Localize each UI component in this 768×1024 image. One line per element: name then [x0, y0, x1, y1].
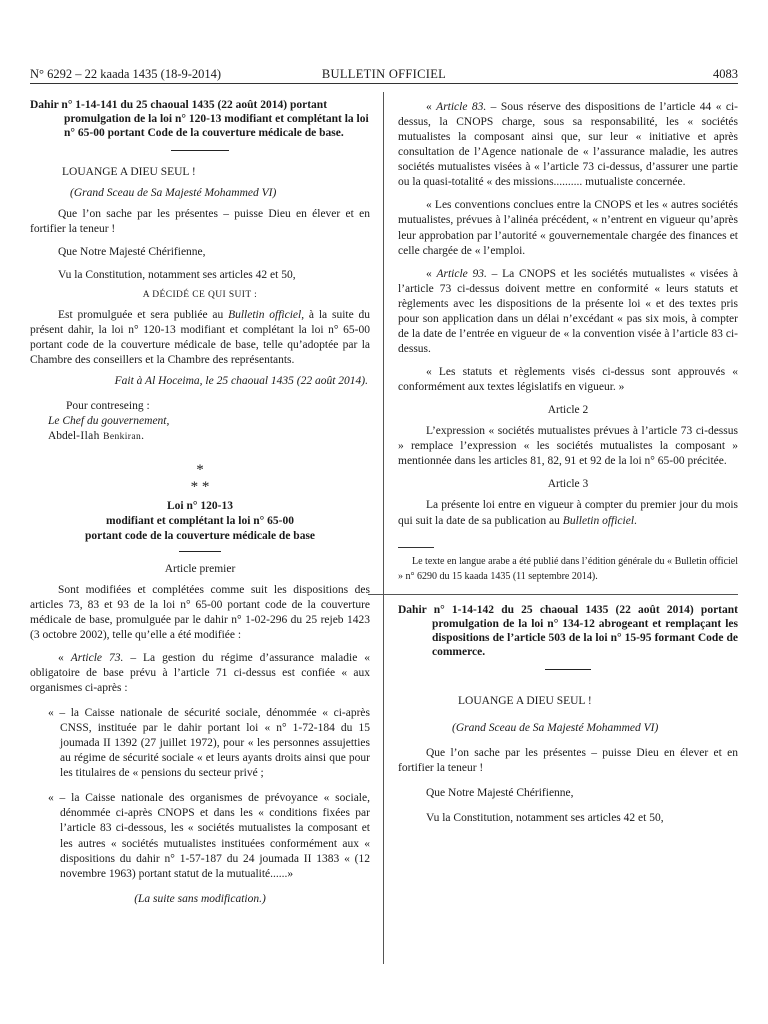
a-decide: A DÉCIDÉ CE QUI SUIT : [142, 290, 258, 301]
grand-sceau-2: (Grand Sceau de Sa Majesté Mohammed VI) [452, 721, 659, 734]
star-ornament-bottom: * * [190, 478, 210, 495]
statuts-text: « Les statuts et règlements visés ci-dessus sont approuvés « conformément aux textes législatifs en vigueur. » [398, 366, 738, 394]
que-notre-majeste: Que Notre Majesté Chérifienne, [58, 246, 206, 259]
right-column [398, 100, 738, 826]
arabic-edition-note: Le texte en langue arabe a été publié dans l’édition générale du « Bulletin officiel » n° 6290 du 15 kaada 1435 (11 septembre 2014). [398, 555, 738, 582]
chef-du-gouvernement: Le Chef du gouvernement, [48, 415, 170, 428]
sont-modifiees: Sont modifiées et complétées comme suit les dispositions des articles 73, 83 et 93 de la loi n° 65-00 portant code de la couverture médicale de base, promulguée par le dahir n° 1-02-296 du 25 rejeb 1423 (3 octobre 2002), telle qu’elle a été modifiée : [30, 583, 370, 641]
cnss-item: « – la Caisse nationale de sécurité sociale, dénommée « ci-après CNSS, instituée par le dahir portant loi « n° 1-72-184 du 15 joumada II 1392 (27 juillet 1972), pour « les personnes assujetties au régime de sécurité sociale « et leurs ayants droits ainsi que pour les titulaires de « pensions du secteur privé ; [48, 707, 370, 780]
star-ornament-top: * [196, 462, 204, 479]
article-2-text: L’expression « sociétés mutualistes prévues à l’article 73 ci-dessus » remplace l’expression « les sociétés mutualistes la composant » mentionnée dans les articles 81, 82, 91 et 92 de la loi n° 65-00 précitée. [398, 425, 738, 468]
article-3-text: La présente loi entre en vigueur à compter du premier jour du mois qui suit la date de sa publication au Bulletin officiel. [398, 499, 738, 527]
left-column [30, 98, 370, 907]
dahir-2-title: Dahir n° 1-14-142 du 25 chaoual 1435 (22 août 2014) portant promulgation de la loi n° 134-12 abrogeant et remplaçant les dispositions de l’article 503 de la loi n° 15-95 formant Code de commerce. [398, 603, 738, 658]
que-lon-sache: Que l’on sache par les présentes – puisse Dieu en élever et en fortifier la teneur ! [30, 208, 370, 236]
que-lon-sache-2: Que l’on sache par les présentes – puisse Dieu en élever et en fortifier la teneur ! [398, 746, 738, 774]
louange-heading: LOUANGE A DIEU SEUL ! [62, 166, 196, 179]
loi-number: Loi n° 120-13 [167, 500, 233, 513]
note-rule [398, 547, 434, 548]
publication-title: BULLETIN OFFICIEL [321, 67, 447, 81]
fait-a: Fait à Al Hoceima, le 25 chaoual 1435 (22 août 2014). [114, 375, 368, 388]
que-notre-majeste-2: Que Notre Majesté Chérifienne, [426, 786, 574, 799]
dahir-1-title: Dahir n° 1-14-141 du 25 chaoual 1435 (22 août 2014) portant promulgation de la loi n° 120-13 modifiant et complétant la loi n° 65-00 portant Code de la couverture médicale de base. [30, 99, 369, 140]
vu-la-constitution: Vu la Constitution, notamment ses articles 42 et 50, [58, 269, 296, 282]
suite-sans-modification: (La suite sans modification.) [134, 892, 266, 905]
contreseing: Pour contreseing : [66, 400, 150, 413]
article-2-heading: Article 2 [547, 404, 589, 417]
vu-la-constitution-2: Vu la Constitution, notamment ses articles 42 et 50, [426, 811, 664, 824]
article-83-text: « Article 83. – Sous réserve des dispositions de l’article 44 « ci-dessus, la CNOPS charge, sous sa responsabilité, les « sociétés mutualistes la composant ainsi que, sur leur « initiative et après consultation de l’Agence nationale de « l’assurance maladie, les autres sociétés mutualistes visées à « l’article 73 ci-dessus, d’assurer une partie ou la quasi-totalité « des missions.......... mutualiste concernée. [398, 101, 739, 189]
conventions-text: « Les conventions conclues entre la CNOPS et les « autres sociétés mutualistes, prévues à l’alinéa précédent, « n’entrent en vigueur qu’après leur approbation par l’autorité « gouvernementale chargée des finances et celle chargée de « l’emploi. [398, 199, 738, 257]
loi-title-line-2: modifiant et complétant la loi n° 65-00 [106, 515, 294, 528]
article-3-heading: Article 3 [547, 478, 589, 491]
separator-rule [179, 551, 221, 552]
page-number: 4083 [713, 67, 738, 81]
article-73-text: « Article 73. – La gestion du régime d’assurance maladie « obligatoire de base prévu à l’article 71 ci-dessus est confiée « aux organismes ci-après : [30, 651, 371, 694]
signataire: Abdel-Ilah Benkiran. [48, 430, 144, 443]
separator-rule [171, 150, 229, 151]
louange-heading-2: LOUANGE A DIEU SEUL ! [458, 694, 592, 707]
article-premier-heading: Article premier [164, 562, 236, 575]
column-divider [383, 92, 384, 964]
article-93-text: « Article 93. – La CNOPS et les sociétés mutualistes « visées à l’article 73 ci-dessus doivent mettre en conformité « leurs statuts et règlements avec les dispositions de la présente loi « et des textes pris pour son application dans un délai n’excédant « pas six mois, à compter de la date de l’entrée en vigueur de « la convention visée à l’article 83 ci-dessus. [398, 267, 738, 355]
promulgation-text: Est promulguée et sera publiée au Bulletin officiel, à la suite du présent dahir, la loi n° 120-13 modifiant et complétant la loi n° 65-00 portant code de la couverture médicale de base, telle qu’adoptée par la Chambre des conseillers et la Chambre des représentants. [30, 308, 371, 367]
cnops-item: « – la Caisse nationale des organismes de prévoyance « sociale, dénommée ci-après CNOPS et dans les « conditions fixées par l’article 83 ci-dessous, les « sociétés mutualistes la composant et les autres « sociétés mutualistes instituées conformément aux « dispositions du dahir n° 1-57-187 du 24 joumada II 1383 « (12 novembre 1963) portant statut de la mutualité......» [48, 792, 370, 880]
loi-title-line-3: portant code de la couverture médicale de base [84, 530, 316, 543]
section-divider [368, 594, 738, 595]
grand-sceau: (Grand Sceau de Sa Majesté Mohammed VI) [70, 187, 277, 200]
issue-number: N° 6292 – 22 kaada 1435 (18-9-2014) [30, 67, 222, 81]
running-header [30, 66, 738, 84]
separator-rule [545, 669, 591, 670]
